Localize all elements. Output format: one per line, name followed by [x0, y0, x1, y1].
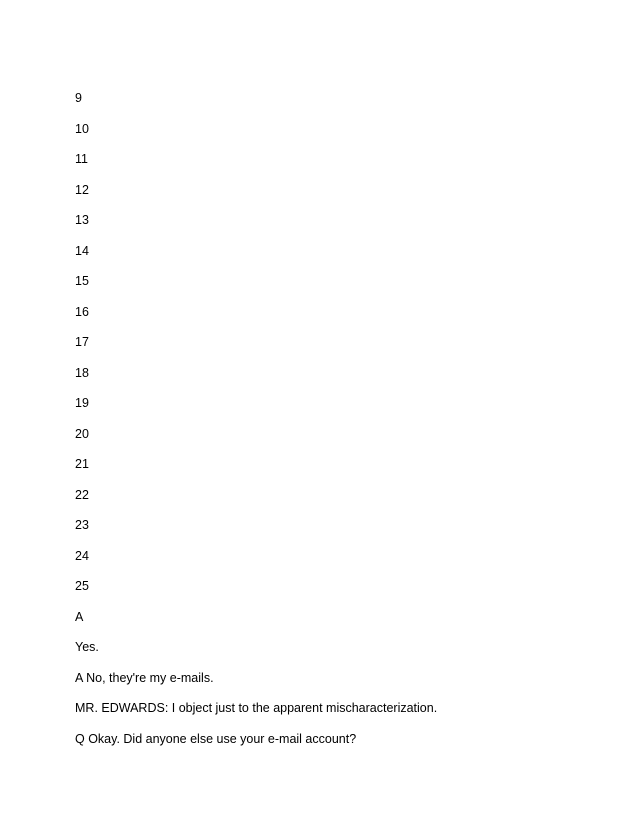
line-number: 10	[75, 121, 89, 136]
line-number: 14	[75, 243, 89, 258]
line-number: 15	[75, 274, 89, 288]
speaker-marker: A	[75, 609, 84, 624]
line-number: 23	[75, 518, 89, 532]
line-number: 12	[75, 182, 89, 197]
line-number: 25	[75, 579, 89, 593]
answer-text: Yes.	[75, 640, 99, 654]
line-number: 9	[75, 91, 82, 105]
objection-text: MR. EDWARDS: I object just to the apparent mischaracterization.	[75, 701, 438, 715]
line-number: 17	[75, 335, 89, 349]
line-number: 19	[75, 396, 89, 410]
line-number: 18	[75, 365, 89, 380]
answer-text: A No, they're my e-mails.	[75, 670, 214, 685]
line-number: 20	[75, 426, 89, 441]
line-number: 21	[75, 457, 89, 471]
line-number: 13	[75, 213, 89, 227]
line-number: 16	[75, 304, 89, 319]
line-number: 24	[75, 548, 89, 563]
question-text: Q Okay. Did anyone else use your e-mail account?	[75, 731, 357, 746]
line-number: 11	[75, 152, 88, 166]
line-number: 22	[75, 487, 89, 502]
transcript-lines	[75, 88, 615, 759]
